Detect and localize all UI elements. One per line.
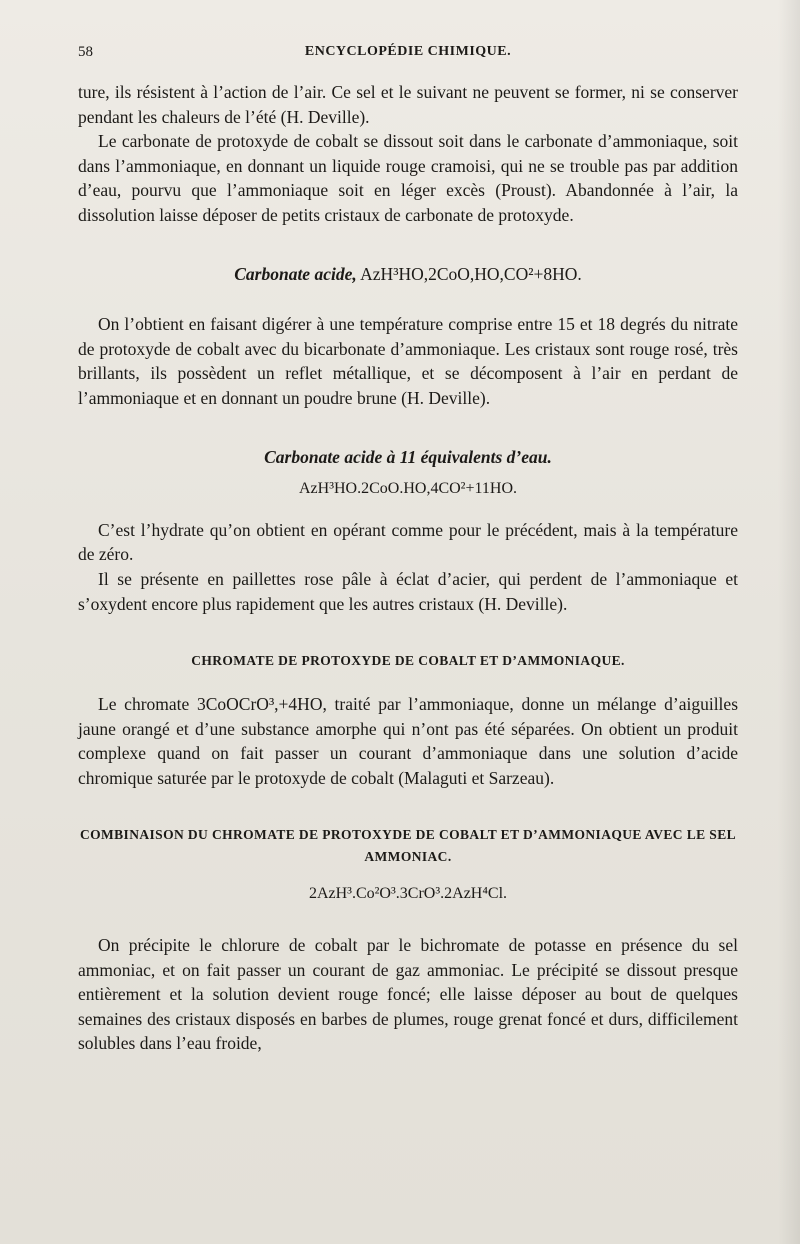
heading-carbonate-acide — [78, 262, 738, 287]
page-body — [78, 80, 738, 1056]
paragraph-chromate: Le chromate 3CoOCrO³,+4HO, traité par l’ammoniaque, donne un mélange d’aiguilles jaune orangé et d’une substance amorphe qui n’ont pas été séparées. On obtient un produit complexe quand on fait passer un courant d’ammoniaque dans une solution d’acide chromique saturée par le protoxyde de cobalt (Malaguti et Sarzeau). — [78, 694, 738, 788]
section-title-chromate: CHROMATE DE PROTOXYDE DE COBALT ET D’AMMONIAQUE. — [191, 653, 625, 669]
page-header — [78, 44, 738, 64]
running-head: ENCYCLOPÉDIE CHIMIQUE. — [304, 44, 512, 59]
section-title-combinaison: COMBINAISON DU CHROMATE DE PROTOXYDE DE COBALT ET D’AMMONIAQUE AVEC LE SEL AMMONIAC. — [79, 827, 737, 865]
page-number: 58 — [78, 44, 93, 60]
paragraph-paillettes: Il se présente en paillettes rose pâle à éclat d’acier, qui perdent de l’ammoniaque et s’oxydent encore plus rapidement que les autres cristaux (H. Deville). — [78, 568, 738, 614]
page-edge-shadow — [778, 0, 800, 1244]
paragraph-continuation: ture, ils résistent à l’action de l’air. Ce sel et le suivant ne peuvent se former, ni se conserver pendant les chaleurs de l’été (H. Deville). — [78, 82, 738, 127]
carbonate-acide-formula: AzH³HO,2CoO,HO,CO²+8HO. — [360, 263, 582, 284]
carbonate-acide-title: Carbonate acide, — [234, 263, 357, 284]
heading-carbonate-11-eq: Carbonate acide à 11 équivalents d’eau. — [264, 446, 552, 467]
paragraph-carbonate-dissolution: Le carbonate de protoxyde de cobalt se dissout soit dans le carbonate d’ammoniaque, soit dans l’ammoniaque, en donnant un liquide rouge cramoisi, qui ne se trouble pas par addition d’eau, pourvu que l’ammoniaque soit en léger excès (Proust). Abandonnée à l’air, la dissolution laisse déposer de petits cristaux de carbonate de protoxyde. — [78, 131, 738, 225]
combinaison-formula: 2AzH³.Co²O³.3CrO³.2AzH⁴Cl. — [308, 885, 508, 903]
paragraph-precipite: On précipite le chlorure de cobalt par le bichromate de potasse en présence du sel ammoniac, et on fait passer un courant de gaz ammoniac. Le précipité se dissout presque entièrement et la solution devient rouge foncé; elle laisse déposer au bout de quelques semaines des cristaux disposés en barbes de plumes, rouge grenat foncé et durs, difficilement solubles dans l’eau froide, — [78, 935, 738, 1054]
carbonate-11-formula: AzH³HO.2CoO.HO,4CO²+11HO. — [298, 480, 517, 498]
paragraph-hydrate: C’est l’hydrate qu’on obtient en opérant comme pour le précédent, mais à la température de zéro. — [78, 519, 738, 565]
paragraph-carbonate-acide-preparation: On l’obtient en faisant digérer à une température comprise entre 15 et 18 degrés du nitrate de protoxyde de cobalt avec du bicarbonate d’ammoniaque. Les cristaux sont rouge rosé, très brillants, ils possèdent un reflet métallique, et se décomposent à l’air en perdant de l’ammoniaque et en donnant un poudre brune (H. Deville). — [78, 314, 738, 408]
